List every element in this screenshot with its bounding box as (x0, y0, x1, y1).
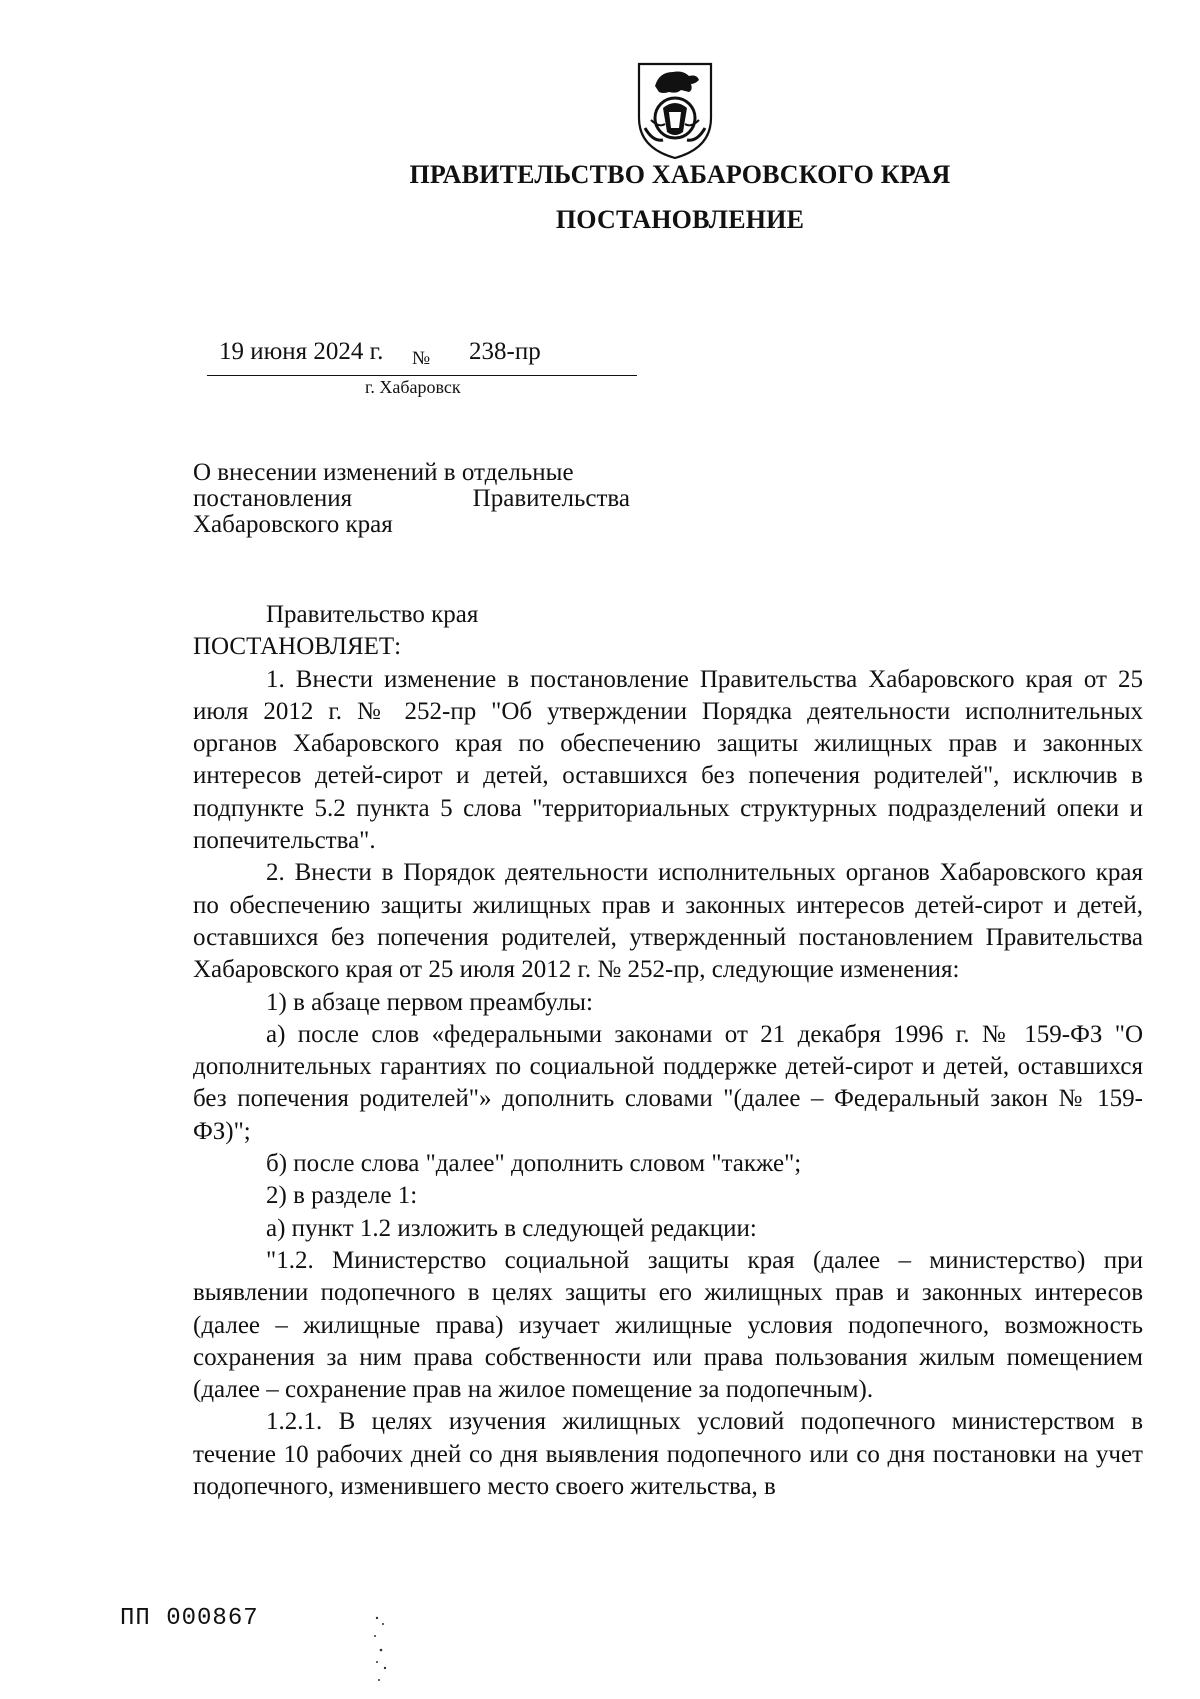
paragraph: 2. Внести в Порядок деятельности исполнительных органов Хабаровского края по обеспечению защиты жилищных прав и законных интересов детей-сирот и детей, оставшихся без попечения родителей, утвержденный постановлением Правительства Хабаровского края от 25 июля 2012 г. № 252-пр, следующие изменения: (193, 859, 1143, 984)
gov-line: Правительство края (266, 601, 479, 628)
scan-specks (365, 1610, 405, 1690)
paragraph: 1. Внести изменение в постановление Правительства Хабаровского края от 25 июля 2012 г. № 252-пр "Об утверждении Порядка деятельности исполнительных органов Хабаровского края по обеспечению защиты жилищных прав и законных интересов детей-сирот и детей, оставшихся без попечения родителей", исключив в подпункте 5.2 пункта 5 слова "территориальных структурных подразделений опеки и попечительства". (193, 665, 1143, 855)
paragraph: а) после слов «федеральными законами от 21 декабря 1996 г. № 159-ФЗ "О дополнительных гарантиях по социальной поддержке детей-сирот и детей, оставшихся без попечения родителей"» дополнить словами "(далее – Федеральный закон № 159-ФЗ)"; (193, 1020, 1143, 1145)
paragraph: б) после слова "далее" дополнить словом "также"; (266, 1150, 802, 1178)
subject-line (193, 486, 630, 512)
document-number: 238-пр (469, 338, 541, 365)
number-sign: № (412, 348, 431, 369)
subject-line: Хабаровского края (193, 511, 393, 538)
document-date: 19 июня 2024 г. (219, 338, 384, 365)
underline (207, 375, 637, 376)
date-number-line (207, 338, 637, 376)
paragraph: а) пункт 1.2 изложить в следующей редакции: (266, 1214, 757, 1242)
paragraph: 1.2.1. В целях изучения жилищных условий подопечного министерством в течение 10 рабочих дней со дня выявления подопечного или со дня постановки на учет подопечного, изменившего место своего жительства, в (193, 1408, 1143, 1501)
subject-block (193, 460, 630, 538)
document-type: ПОСТАНОВЛЕНИЕ (555, 205, 805, 234)
subject-word: Правительства (472, 485, 630, 512)
document-body (193, 599, 1143, 1503)
paragraph: 2) в разделе 1: (266, 1182, 418, 1210)
decree-line: ПОСТАНОВЛЯЕТ: (193, 633, 402, 661)
form-code: ПП 000867 (120, 1605, 259, 1632)
subject-line: О внесении изменений в отдельные (193, 459, 574, 486)
government-title: ПРАВИТЕЛЬСТВО ХАБАРОВСКОГО КРАЯ (409, 160, 951, 189)
coat-of-arms-icon (633, 58, 717, 162)
paragraph: "1.2. Министерство социальной защиты края (далее – министерство) при выявлении подопечного в целях защиты его жилищных прав и законных интересов (далее – жилищные права) изучает жилищные условия подопечного, возможность сохранения за ним права собственности или права пользования жилым помещением (далее – сохранение прав на жилое помещение за подопечным). (193, 1246, 1143, 1404)
city: г. Хабаровск (365, 377, 461, 397)
paragraph: 1) в абзаце первом преамбулы: (266, 988, 593, 1016)
subject-word: постановления (193, 485, 353, 512)
